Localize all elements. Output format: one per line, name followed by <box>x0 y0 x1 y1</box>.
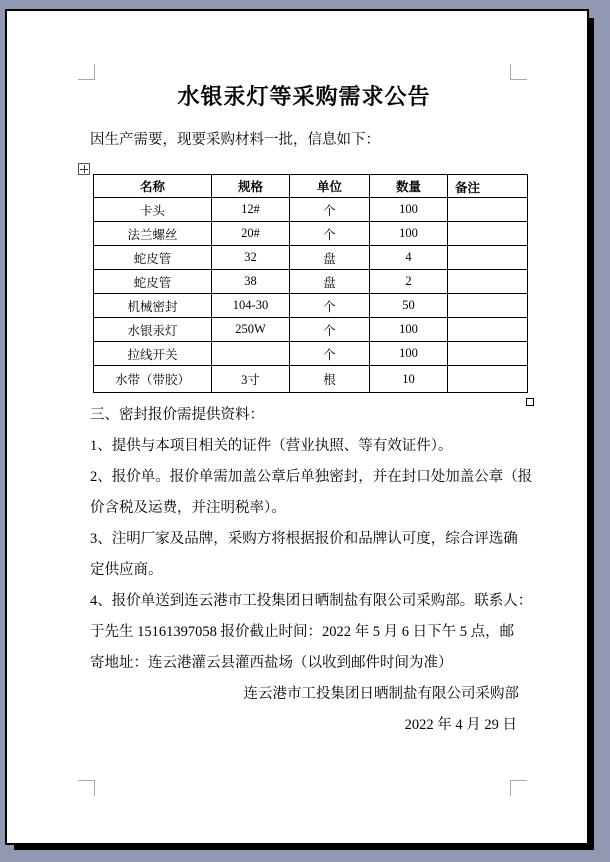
table-cell: 100 <box>370 318 448 342</box>
table-cell: 2 <box>370 270 448 294</box>
table-cell: 蛇皮管 <box>94 246 212 270</box>
note-line: 价含税及运费，并注明税率）。 <box>90 500 286 516</box>
table-cell: 根 <box>290 366 370 393</box>
table-cell: 水银汞灯 <box>94 318 212 342</box>
table-cell <box>448 366 528 393</box>
table-cell: 20# <box>212 222 290 246</box>
table-header <box>94 175 528 198</box>
table-cell: 蛇皮管 <box>94 270 212 294</box>
column-header: 单位 <box>290 175 370 198</box>
table-cell: 拉线开关 <box>94 342 212 366</box>
table-cell <box>448 222 528 246</box>
note-line: 三、密封报价需提供资料： <box>90 407 264 423</box>
table-cell: 个 <box>290 342 370 366</box>
margin-mark-bottom-right-icon <box>510 780 527 796</box>
note-line: 3、注明厂家及品牌，采购方将根据报价和品牌认可度，综合评选确 <box>90 531 518 547</box>
table-cell: 100 <box>370 222 448 246</box>
requirements-table <box>93 174 528 393</box>
table-cell <box>448 342 528 366</box>
table-cell: 32 <box>212 246 290 270</box>
table-body <box>94 198 528 393</box>
table-move-handle-icon[interactable] <box>78 163 90 175</box>
table-cell <box>212 342 290 366</box>
table-cell: 50 <box>370 294 448 318</box>
header-row <box>94 175 528 198</box>
table-cell: 个 <box>290 318 370 342</box>
table-cell: 38 <box>212 270 290 294</box>
table-row <box>94 342 528 366</box>
margin-mark-bottom-left-icon <box>78 780 95 796</box>
margin-mark-top-right-icon <box>510 64 527 80</box>
note-line: 1、提供与本项目相关的证件（营业执照、等有效证件）。 <box>90 438 453 454</box>
table-cell: 12# <box>212 198 290 222</box>
table-cell <box>448 246 528 270</box>
table-cell: 100 <box>370 342 448 366</box>
margin-mark-top-left-icon <box>78 64 95 80</box>
table-cell: 机械密封 <box>94 294 212 318</box>
table-row <box>94 198 528 222</box>
table-row <box>94 246 528 270</box>
note-line: 4、报价单送到连云港市工投集团日晒制盐有限公司采购部。联系人： <box>90 593 533 609</box>
table-cell: 250W <box>212 318 290 342</box>
table-cell: 10 <box>370 366 448 393</box>
table-cell: 104-30 <box>212 294 290 318</box>
table-cell: 3寸 <box>212 366 290 393</box>
table-row <box>94 366 528 393</box>
table-cell: 个 <box>290 294 370 318</box>
table-cell: 水带（带胶） <box>94 366 212 393</box>
table-row <box>94 222 528 246</box>
table-cell <box>448 294 528 318</box>
table-cell: 4 <box>370 246 448 270</box>
table-cell: 盘 <box>290 270 370 294</box>
table-cell <box>448 318 528 342</box>
notes-section <box>90 400 532 741</box>
date-line: 2022 年 4 月 29 日 <box>404 717 517 733</box>
column-header: 规格 <box>212 175 290 198</box>
document-title: 水银汞灯等采购需求公告 <box>177 84 431 109</box>
note-line: 2、报价单。报价单需加盖公章后单独密封，并在封口处加盖公章（报 <box>90 469 533 485</box>
table-cell: 卡头 <box>94 198 212 222</box>
intro-paragraph: 因生产需要，现要采购材料一批，信息如下： <box>90 132 380 148</box>
table-cell: 个 <box>290 198 370 222</box>
table-row <box>94 270 528 294</box>
table-cell: 100 <box>370 198 448 222</box>
note-line: 于先生 15161397058 报价截止时间：2022 年 5 月 6 日下午 5 点，邮 <box>90 624 515 640</box>
table-cell: 个 <box>290 222 370 246</box>
column-header: 备注 <box>448 175 528 198</box>
move-cross-horizontal <box>80 169 88 170</box>
table-cell: 法兰螺丝 <box>94 222 212 246</box>
note-line: 寄地址：连云港灌云县灌西盐场（以收到邮件时间为准） <box>90 655 453 671</box>
table-cell <box>448 270 528 294</box>
table-row <box>94 294 528 318</box>
table-row <box>94 318 528 342</box>
signature-line: 连云港市工投集团日晒制盐有限公司采购部 <box>243 686 519 702</box>
table-cell: 盘 <box>290 246 370 270</box>
table-cell <box>448 198 528 222</box>
note-line: 定供应商。 <box>90 562 163 578</box>
column-header: 名称 <box>94 175 212 198</box>
document-page <box>5 9 589 845</box>
column-header: 数量 <box>370 175 448 198</box>
